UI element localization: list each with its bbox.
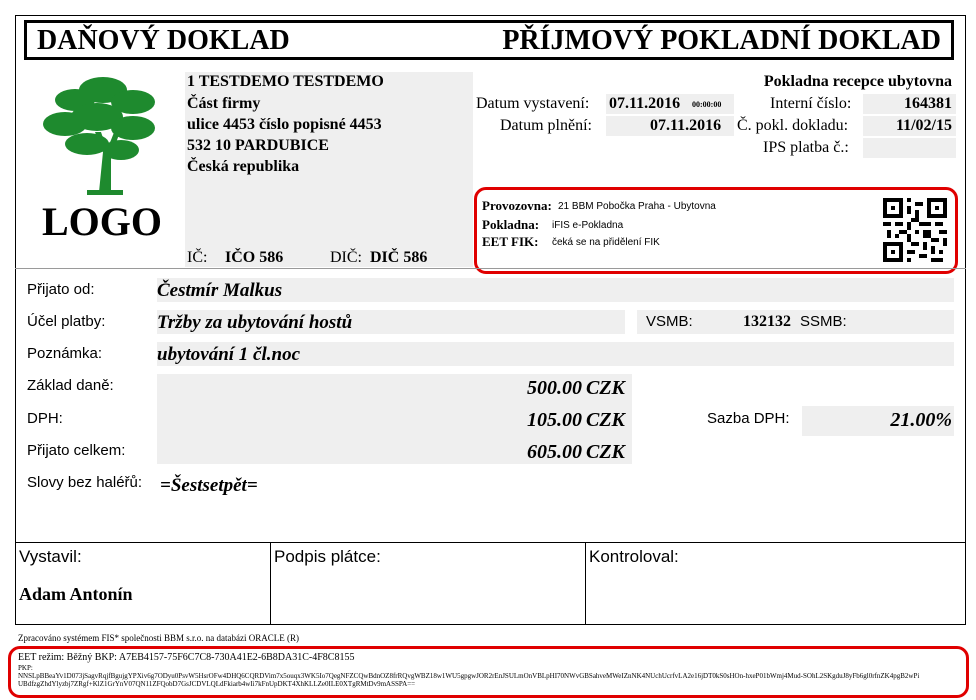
- vat-rate-label: Sazba DPH:: [707, 410, 790, 427]
- total-currency: CZK: [586, 441, 625, 463]
- company-name: 1 TESTDEMO TESTDEMO: [187, 73, 384, 90]
- logo-text: LOGO: [42, 199, 163, 244]
- signature-divider: [15, 542, 966, 543]
- signature-sep-2: [585, 542, 586, 625]
- vat-label: DPH:: [27, 410, 63, 427]
- received-from-label: Přijato od:: [27, 281, 95, 298]
- note-label: Poznámka:: [27, 345, 103, 362]
- vsmb-label: VSMB:: [646, 313, 693, 330]
- pkp-line-1: NNSLpBBeaYv1D073jSagvRqjfBgujgYPXiv6g7ODyu0PsvW5HsrOFw4DHQ6CQRDVim7x5ouqx3WK5Io7QegNFZCQwBdnOZ8frRQvgWBZ18w1WU5gpgwJOR2rEnJSULmOnVBLpHI70NWvGBSahveMWeIZnNK4NUchUcrfvLA2e16jDT0kS0sHOn-hxeP01bWmj4Mud-SOhL2SKgduJ8yFb6gl0rfnZK4pgB2wPi: [18, 672, 920, 680]
- processed-note: Zpracováno systémem FIS* společnosti BBM s.r.o. na databázi ORACLE (R): [18, 633, 299, 643]
- time-issued: 00:00:00: [692, 100, 722, 109]
- provozovna-label: Provozovna:: [482, 198, 552, 213]
- issued-by-label: Vystavil:: [19, 547, 82, 566]
- cash-doc-no-label: Č. pokl. dokladu:: [737, 117, 849, 134]
- date-issued-label: Datum vystavení:: [476, 95, 590, 112]
- fik-value: čeká se na přidělení FIK: [552, 237, 660, 248]
- title-box: [24, 20, 954, 60]
- fik-label: EET FIK:: [482, 234, 539, 249]
- eet-footer-box: [8, 646, 969, 698]
- provozovna-value: 21 BBM Pobočka Praha - Ubytovna: [558, 201, 716, 212]
- signature-sep-1: [270, 542, 271, 625]
- pkp-label: PKP:: [18, 664, 33, 672]
- vat-value: 105.00: [527, 409, 582, 431]
- base-currency: CZK: [586, 377, 625, 399]
- controlled-by-label: Kontroloval:: [589, 547, 679, 566]
- internal-no-value: 164381: [904, 95, 952, 112]
- dic-value: DIČ 586: [370, 249, 428, 266]
- tree-icon: [35, 72, 175, 202]
- issued-by-value: Adam Antonín: [19, 584, 133, 604]
- purpose-label: Účel platby:: [27, 313, 106, 330]
- ico-label: IČ:: [187, 249, 208, 266]
- pokladna-label: Pokladna:: [482, 217, 540, 232]
- date-fulfilled-label: Datum plnění:: [500, 117, 592, 134]
- pokladna-title: Pokladna recepce ubytovna: [763, 73, 952, 90]
- ips-value: [863, 138, 956, 158]
- payer-signature-label: Podpis plátce:: [274, 547, 381, 566]
- vat-rate-value: 21.00%: [890, 409, 952, 431]
- words-value: =Šestsetpět=: [160, 475, 258, 496]
- note-value: ubytování 1 čl.noc: [157, 344, 301, 365]
- received-from-value: Čestmír Malkus: [157, 280, 283, 301]
- dic-label: DIČ:: [330, 249, 362, 266]
- vat-currency: CZK: [586, 409, 625, 431]
- logo: [35, 72, 175, 202]
- eet-mode-text: EET režim: Běžný BKP: A7EB4157-75F6C7C8-730A41E2-6B8DA31C-4F8C8155: [18, 652, 355, 663]
- ico-value: IČO 586: [225, 249, 284, 266]
- total-value: 605.00: [527, 441, 582, 463]
- date-fulfilled-value: 07.11.2016: [650, 117, 722, 134]
- ssmb-label: SSMB:: [800, 313, 847, 330]
- company-country: Česká republika: [187, 158, 300, 175]
- internal-no-label: Interní číslo:: [770, 95, 852, 112]
- base-label: Základ daně:: [27, 377, 114, 394]
- vsmb-value: 132132: [743, 313, 791, 330]
- pokladna-value: iFIS e-Pokladna: [552, 220, 624, 231]
- ips-label: IPS platba č.:: [763, 139, 849, 156]
- date-issued-value: 07.11.2016: [609, 95, 681, 112]
- total-label: Přijato celkem:: [27, 442, 126, 459]
- company-city: 532 10 PARDUBICE: [187, 137, 329, 154]
- words-label: Slovy bez haléřů:: [27, 474, 143, 491]
- cash-doc-no-value: 11/02/15: [895, 117, 952, 134]
- pkp-line-2: UBdfzgZhdYlyzbj7ZRgf+KlZ1GrYnV07QN11ZFQobD7GsJCDVLQLdFkiarb4wIi7kFnUpDKT4XhKLLZe0ILE0XTgRMtDv9mASSPA==: [18, 680, 416, 688]
- company-part: Část firmy: [187, 95, 261, 112]
- cash-receipt-title: PŘÍJMOVÝ POKLADNÍ DOKLAD: [502, 25, 941, 56]
- tax-document-title: DAŇOVÝ DOKLAD: [37, 25, 290, 56]
- section-divider: [15, 268, 966, 269]
- qr-code-icon: [883, 197, 947, 263]
- base-value: 500.00: [527, 377, 582, 399]
- company-street: ulice 4453 číslo popisné 4453: [187, 116, 382, 133]
- purpose-value: Tržby za ubytování hostů: [157, 312, 353, 333]
